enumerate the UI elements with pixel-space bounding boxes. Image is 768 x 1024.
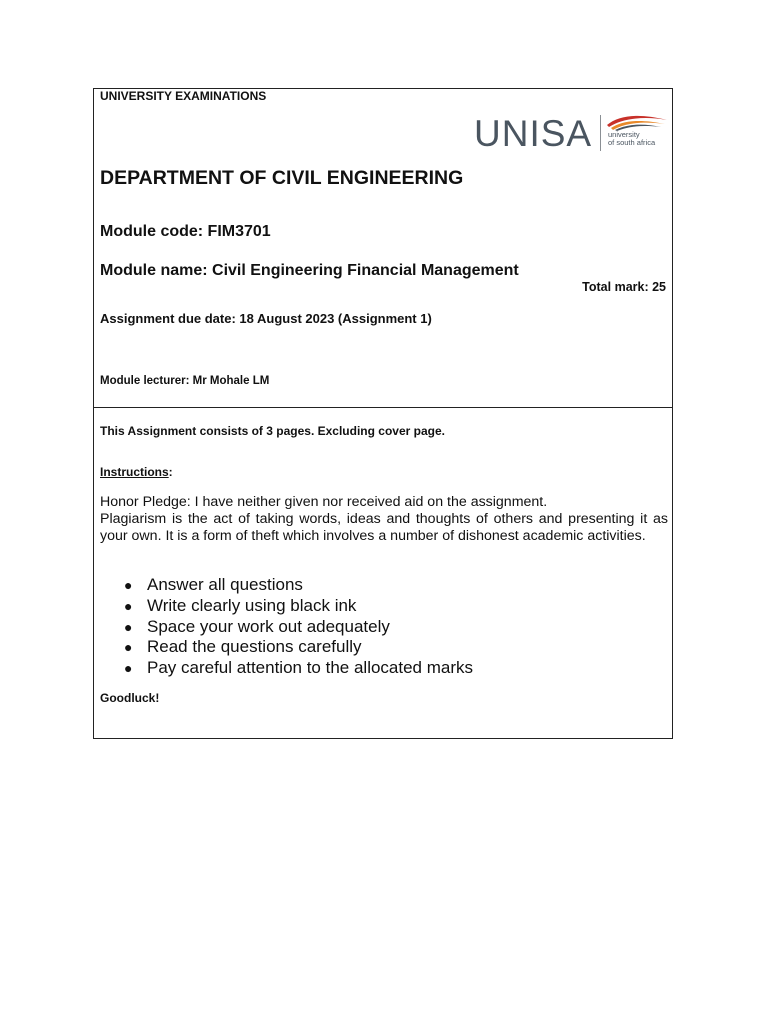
module-name: Module name: Civil Engineering Financial Management [100,262,519,279]
bullet-icon: ● [124,660,133,677]
pages-note: This Assignment consists of 3 pages. Excluding cover page. [100,424,445,438]
instructions-heading [100,465,173,479]
bullet-icon: ● [124,618,133,635]
total-mark: Total mark: 25 [582,280,666,294]
exam-header-label: UNIVERSITY EXAMINATIONS [100,89,267,103]
assignment-due-date: Assignment due date: 18 August 2023 (Assignment 1) [100,311,432,326]
list-item [100,617,660,638]
module-code: Module code: FIM3701 [100,223,271,240]
bullet-icon: ● [124,639,133,656]
cover-page-frame [93,88,673,739]
list-item-text: Answer all questions [147,575,303,594]
list-item [100,637,660,658]
instructions-heading-text: Instructions [100,465,169,479]
instructions-heading-colon: : [168,465,173,479]
logo-tagline-line1: university [608,130,640,139]
plagiarism-note: Plagiarism is the act of taking words, ideas and thoughts of others and presenting it as your own. It is a form of theft which involves a number of dishonest academic activities. [100,511,668,544]
bullet-icon: ● [124,577,133,593]
instruction-list [100,575,660,679]
swoosh-icon [605,111,671,131]
list-item [100,596,660,617]
department-title: DEPARTMENT OF CIVIL ENGINEERING [100,167,464,189]
module-lecturer: Module lecturer: Mr Mohale LM [100,375,270,387]
bullet-icon: ● [124,597,133,614]
list-item-text: Pay careful attention to the allocated marks [147,658,474,678]
list-item-text: Space your work out adequately [147,616,390,636]
logo-divider [600,115,601,151]
list-item-text: Read the questions carefully [147,637,362,657]
list-item [100,658,660,679]
logo-tagline-line2: of south africa [608,138,656,147]
logo-wordmark: UNISA [474,113,593,154]
logo-tagline [608,131,655,147]
list-item [100,575,660,596]
list-item-text: Write clearly using black ink [147,595,357,615]
pledge-line: Honor Pledge: I have neither given nor received aid on the assignment. [100,494,548,510]
section-divider [94,407,672,408]
honor-pledge [100,494,668,545]
closing-note: Goodluck! [100,691,160,705]
